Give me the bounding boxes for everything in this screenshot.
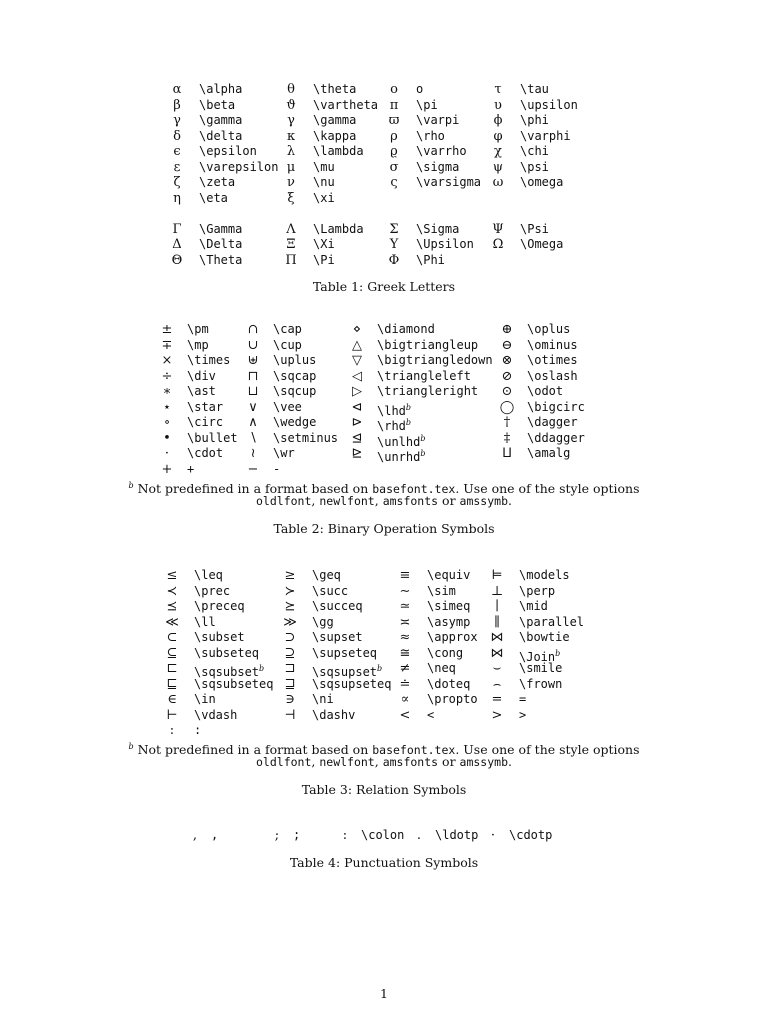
symbol-command: \gamma xyxy=(199,113,243,127)
symbol-glyph: ⊨ xyxy=(491,568,503,583)
symbol-command: \xi xyxy=(313,190,335,205)
symbol-command: \theta xyxy=(313,82,357,96)
symbol-glyph: = xyxy=(491,692,503,707)
symbol-command: \chi xyxy=(520,144,549,158)
symbol-glyph: Ψ xyxy=(492,221,504,237)
symbol-command: - xyxy=(273,461,281,476)
symbol-glyph: ≡ xyxy=(399,568,411,583)
symbol-command: \star xyxy=(187,399,224,414)
symbol-glyph: ⊔ xyxy=(247,384,259,399)
symbol-glyph: ⊆ xyxy=(166,645,178,661)
symbol-command: \zeta xyxy=(199,175,236,189)
symbol-glyph: ∘ xyxy=(163,415,171,430)
symbol-command: \oslash xyxy=(527,368,578,383)
symbol-command: \triangleleft xyxy=(377,368,471,383)
symbol-command: \varphi xyxy=(520,128,571,143)
symbol-command: \parallel xyxy=(519,614,585,629)
symbol-command: \phi xyxy=(520,113,549,127)
symbol-glyph: ⊲ xyxy=(351,399,363,415)
table-caption: Table 2: Binary Operation Symbols xyxy=(273,521,495,536)
symbol-glyph: Θ xyxy=(171,252,183,268)
symbol-glyph: • xyxy=(163,430,171,446)
symbol-glyph: α xyxy=(172,82,182,97)
symbol-glyph: ⊘ xyxy=(501,368,513,384)
symbol-command: \Pi xyxy=(313,252,335,267)
symbol-command: \vee xyxy=(273,399,302,414)
symbol-glyph: ∈ xyxy=(167,692,177,707)
footnote-line-2: oldlfont, newlfont, amsfonts or amssymb. xyxy=(256,754,512,769)
symbol-command: \gg xyxy=(312,614,334,629)
symbol-command: \ldotp xyxy=(435,828,479,842)
symbol-command: \succeq xyxy=(312,599,363,613)
symbol-command: \diamond xyxy=(377,322,435,336)
footnote-line-2: oldlfont, newlfont, amsfonts or amssymb. xyxy=(256,493,512,508)
symbol-command: \supset xyxy=(312,630,363,644)
symbol-command: \uplus xyxy=(273,353,317,367)
symbol-command: \varsigma xyxy=(416,175,482,189)
symbol-glyph: ÷ xyxy=(161,368,173,384)
symbol-command: \eta xyxy=(199,190,228,205)
symbol-glyph: ⪯ xyxy=(166,599,178,614)
symbol-glyph: υ xyxy=(494,97,502,113)
symbol-glyph: ± xyxy=(161,322,173,337)
symbol-glyph: μ xyxy=(286,159,296,175)
symbol-command: \setminus xyxy=(273,430,339,445)
symbol-command: \unlhd$^b$ xyxy=(377,433,426,449)
symbol-command: \models xyxy=(519,568,570,582)
symbol-command: \simeq xyxy=(427,599,471,613)
symbol-glyph: ∥ xyxy=(493,614,500,630)
symbol-glyph: ≻ xyxy=(284,583,296,599)
symbol-glyph: ⊕ xyxy=(501,322,513,337)
symbol-glyph: χ xyxy=(494,144,502,159)
symbol-glyph: ⊇ xyxy=(284,645,296,661)
symbol-glyph: ≅ xyxy=(399,645,411,661)
symbol-command: \varpi xyxy=(416,113,460,127)
symbol-glyph: ∗ xyxy=(162,384,172,399)
symbol-glyph: γ xyxy=(173,113,181,128)
symbol-command: ; xyxy=(293,828,301,842)
symbol-command: > xyxy=(519,707,527,722)
symbol-glyph: ⊓ xyxy=(247,368,259,384)
symbol-command: \prec xyxy=(194,583,231,598)
symbol-command: \alpha xyxy=(199,82,243,96)
symbol-command: \upsilon xyxy=(520,97,578,112)
symbol-command: \mu xyxy=(313,159,335,174)
symbol-command: + xyxy=(187,461,195,476)
symbol-glyph: Ω xyxy=(492,237,504,252)
symbol-command: \mp xyxy=(187,337,209,352)
symbol-glyph: ≪ xyxy=(165,614,179,630)
symbol-glyph: ; xyxy=(274,828,280,843)
symbol-command: \unrhd$^b$ xyxy=(377,449,426,464)
symbol-command: \pm xyxy=(187,322,209,336)
symbol-command: , xyxy=(211,828,219,842)
symbol-glyph: ∝ xyxy=(400,692,410,707)
footnote-line-1: $^b$ Not predefined in a format based on basefont.tex. Use one of the style options xyxy=(128,742,640,758)
symbol-glyph: ⊗ xyxy=(501,353,513,368)
symbol-glyph: λ xyxy=(286,144,296,159)
symbol-command: \Phi xyxy=(416,252,445,267)
symbol-command: \rho xyxy=(416,128,445,143)
symbol-command: \circ xyxy=(187,415,224,429)
symbol-glyph: ≥ xyxy=(284,568,296,583)
symbol-command: \sqsupset$^b$ xyxy=(312,664,383,679)
symbol-glyph: ⊥ xyxy=(490,583,504,599)
symbol-glyph: σ xyxy=(389,159,399,175)
symbol-glyph: ⌢ xyxy=(492,676,502,692)
symbol-command: \Psi xyxy=(520,221,549,236)
symbol-glyph: ρ xyxy=(390,128,398,144)
symbol-glyph: ϑ xyxy=(286,97,296,113)
symbol-glyph: π xyxy=(389,97,399,113)
symbol-command: \wedge xyxy=(273,415,317,429)
symbol-glyph: ⊃ xyxy=(284,630,296,645)
footnote-line-1: $^b$ Not predefined in a format based on basefont.tex. Use one of the style options xyxy=(128,481,640,497)
page-number: 1 xyxy=(380,986,388,1001)
symbol-glyph: > xyxy=(491,707,503,723)
symbol-command: \dashv xyxy=(312,707,356,722)
symbol-command: \in xyxy=(194,692,216,706)
symbol-command: o xyxy=(416,82,424,96)
symbol-command: \Omega xyxy=(520,237,564,251)
symbol-glyph: ‡ xyxy=(503,430,511,446)
symbol-glyph: ⋄ xyxy=(352,322,362,337)
symbol-command: \sim xyxy=(427,583,456,598)
symbol-command: \lhd$^b$ xyxy=(377,402,412,418)
symbol-glyph: ∪ xyxy=(247,337,259,353)
symbol-glyph: ⊑ xyxy=(166,676,178,692)
symbol-glyph: , xyxy=(192,828,198,843)
symbol-glyph: ξ xyxy=(287,190,295,206)
symbol-glyph: ⊵ xyxy=(351,446,363,461)
symbol-glyph: Γ xyxy=(172,221,182,237)
symbol-command: \cap xyxy=(273,322,302,336)
symbol-command: \omega xyxy=(520,175,564,189)
symbol-command: \Theta xyxy=(199,252,243,267)
symbol-command: \delta xyxy=(199,128,243,143)
symbol-command: \ll xyxy=(194,614,216,629)
symbol-glyph: : xyxy=(169,723,175,738)
symbol-glyph: ⪰ xyxy=(284,599,296,614)
symbol-glyph: Λ xyxy=(286,221,296,237)
symbol-glyph: : xyxy=(342,828,348,843)
symbol-command: : xyxy=(194,723,202,737)
symbol-command: \doteq xyxy=(427,676,471,691)
symbol-command: \leq xyxy=(194,568,223,582)
symbol-glyph: ⌣ xyxy=(492,661,502,676)
symbol-glyph: β xyxy=(173,97,181,113)
symbol-command: \triangleright xyxy=(377,384,479,398)
symbol-glyph: ω xyxy=(492,175,504,190)
symbol-command: \lambda xyxy=(313,144,364,158)
symbol-command: \preceq xyxy=(194,599,245,613)
symbol-command: \beta xyxy=(199,97,236,112)
symbol-glyph: ⊎ xyxy=(247,353,259,368)
symbol-glyph: θ xyxy=(287,82,295,97)
symbol-command: \cdot xyxy=(187,446,224,460)
symbol-command: \pi xyxy=(416,97,438,112)
symbol-glyph: ≠ xyxy=(399,661,411,676)
symbol-command: \equiv xyxy=(427,568,471,582)
symbol-glyph: ▷ xyxy=(352,384,362,399)
symbol-command: \smile xyxy=(519,661,563,675)
symbol-glyph: Δ xyxy=(172,237,182,252)
symbol-glyph: Υ xyxy=(389,237,399,252)
symbol-command: \colon xyxy=(361,828,405,842)
symbol-glyph: Σ xyxy=(389,221,399,237)
table-caption: Table 4: Punctuation Symbols xyxy=(289,855,479,870)
symbol-glyph: ≀ xyxy=(250,446,256,461)
symbol-command: \bigtriangledown xyxy=(377,353,493,367)
symbol-command: \ominus xyxy=(527,337,578,352)
symbol-command: \oplus xyxy=(527,322,571,336)
symbol-glyph: γ xyxy=(287,113,295,128)
symbol-glyph: ≤ xyxy=(166,568,178,583)
symbol-command: \sqsubseteq xyxy=(194,676,274,691)
symbol-glyph: ς xyxy=(390,175,398,190)
symbol-command: \mid xyxy=(519,599,548,613)
symbol-glyph: Π xyxy=(285,252,297,268)
symbol-glyph: Ξ xyxy=(286,237,296,252)
symbol-glyph: ≫ xyxy=(283,614,297,630)
symbol-glyph: . xyxy=(416,828,422,843)
symbol-glyph: ϕ xyxy=(493,113,503,128)
symbol-command: \frown xyxy=(519,676,563,691)
symbol-glyph: ∋ xyxy=(285,692,295,707)
symbol-command: \cong xyxy=(427,645,464,660)
symbol-glyph: ⊂ xyxy=(166,630,178,645)
symbol-command: = xyxy=(519,692,527,706)
symbol-command: \supseteq xyxy=(312,645,378,660)
symbol-glyph: ⊢ xyxy=(166,707,178,723)
symbol-command: \gamma xyxy=(313,113,357,127)
symbol-glyph: ∩ xyxy=(247,322,259,337)
symbol-glyph: < xyxy=(399,707,411,723)
table-caption: Table 1: Greek Letters xyxy=(312,279,456,294)
symbol-glyph: ∖ xyxy=(248,430,258,446)
symbol-glyph: ⨿ xyxy=(502,446,512,461)
symbol-glyph: ⊴ xyxy=(351,430,363,446)
symbol-command: \sqsupseteq xyxy=(312,676,392,691)
symbol-glyph: × xyxy=(161,353,173,368)
symbol-glyph: ∧ xyxy=(248,415,258,430)
symbol-command: \neq xyxy=(427,661,456,675)
symbol-glyph: ⊖ xyxy=(501,337,513,353)
symbol-glyph: ⊐ xyxy=(284,661,296,676)
symbol-glyph: ν xyxy=(287,175,295,190)
symbol-glyph: ψ xyxy=(492,159,504,175)
symbol-glyph: δ xyxy=(173,128,181,144)
symbol-command: \sqsubset$^b$ xyxy=(194,664,265,679)
symbol-command: \sqcup xyxy=(273,384,317,398)
symbol-glyph: ≐ xyxy=(399,676,411,692)
symbol-glyph: ◯ xyxy=(499,399,515,415)
symbol-command: \epsilon xyxy=(199,144,257,158)
symbol-command: \Upsilon xyxy=(416,237,474,251)
symbol-command: \bigcirc xyxy=(527,399,585,414)
symbol-command: \times xyxy=(187,353,231,367)
symbol-command: \vartheta xyxy=(313,97,379,112)
symbol-command: \Lambda xyxy=(313,221,364,236)
symbol-command: \geq xyxy=(312,568,341,582)
symbol-glyph: † xyxy=(503,415,511,430)
symbol-command: \succ xyxy=(312,583,349,598)
symbol-command: \ddagger xyxy=(527,430,585,445)
symbol-command: \psi xyxy=(520,159,549,174)
symbol-glyph: ▽ xyxy=(352,353,362,368)
symbol-command: \amalg xyxy=(527,446,571,460)
symbol-glyph: ϵ xyxy=(173,144,181,159)
symbol-glyph: ≈ xyxy=(399,630,411,645)
symbol-glyph: ⊏ xyxy=(166,661,178,676)
symbol-glyph: ⊣ xyxy=(284,707,296,723)
symbol-command: \wr xyxy=(273,446,295,460)
symbol-glyph: ∼ xyxy=(399,583,411,599)
symbol-command: \ni xyxy=(312,692,334,706)
symbol-command: \cup xyxy=(273,337,302,352)
symbol-command: \Xi xyxy=(313,237,335,251)
symbol-command: \varrho xyxy=(416,144,467,158)
symbol-command: \Sigma xyxy=(416,221,460,236)
symbol-glyph: ⋆ xyxy=(162,399,172,415)
symbol-command: \tau xyxy=(520,82,549,96)
symbol-glyph: o xyxy=(390,82,398,97)
symbol-glyph: ≃ xyxy=(399,599,411,614)
symbol-command: \vdash xyxy=(194,707,238,722)
symbol-glyph: ∓ xyxy=(161,337,173,353)
symbol-command: \propto xyxy=(427,692,478,706)
symbol-command: \nu xyxy=(313,175,335,189)
symbol-command: \otimes xyxy=(527,353,578,367)
symbol-command: \cdotp xyxy=(509,828,553,842)
symbol-command: \sigma xyxy=(416,159,460,174)
symbol-glyph: ϱ xyxy=(390,144,398,159)
symbol-command: \asymp xyxy=(427,614,471,629)
symbol-command: \varepsilon xyxy=(199,159,279,174)
symbol-glyph: ⊳ xyxy=(351,415,363,430)
symbol-command: \Join$^b$ xyxy=(519,648,561,664)
symbol-glyph: − xyxy=(247,461,259,477)
symbol-command: \kappa xyxy=(313,128,357,143)
symbol-glyph: ζ xyxy=(173,175,181,190)
symbol-glyph: ≍ xyxy=(399,614,411,630)
symbol-glyph: · xyxy=(164,446,170,461)
symbol-glyph: ϖ xyxy=(388,113,400,128)
symbol-glyph: κ xyxy=(286,128,296,144)
symbol-command: \bigtriangleup xyxy=(377,337,479,352)
symbol-glyph: Φ xyxy=(388,252,400,268)
symbol-glyph: ⊒ xyxy=(284,676,296,692)
symbol-command: \perp xyxy=(519,583,556,598)
symbol-command: \dagger xyxy=(527,415,578,429)
symbol-glyph: τ xyxy=(494,82,502,97)
symbol-command: \subseteq xyxy=(194,645,260,660)
symbol-glyph: η xyxy=(173,190,181,206)
symbol-glyph: ⋈ xyxy=(490,630,504,645)
symbol-glyph: φ xyxy=(493,128,503,144)
symbol-command: \odot xyxy=(527,384,564,398)
symbol-glyph: ⊙ xyxy=(501,384,513,399)
symbol-glyph: ε xyxy=(173,159,181,175)
symbol-glyph: ⋈ xyxy=(490,645,504,661)
symbol-command: \Gamma xyxy=(199,221,243,236)
symbol-command: \ast xyxy=(187,384,216,398)
symbol-command: \Delta xyxy=(199,237,243,251)
symbol-glyph: + xyxy=(161,461,173,477)
symbol-glyph: · xyxy=(490,828,496,843)
symbol-glyph: △ xyxy=(352,337,362,353)
table-caption: Table 3: Relation Symbols xyxy=(301,782,467,797)
symbol-glyph: ◁ xyxy=(352,368,362,384)
symbol-command: \rhd$^b$ xyxy=(377,418,412,433)
symbol-command: \bullet xyxy=(187,430,238,445)
symbol-command: \sqcap xyxy=(273,368,317,383)
symbol-glyph: ∨ xyxy=(248,399,258,415)
symbol-command: \bowtie xyxy=(519,630,570,644)
symbol-glyph: ≺ xyxy=(166,583,178,599)
symbol-command: \div xyxy=(187,368,216,383)
symbol-command: < xyxy=(427,707,435,722)
symbol-command: \subset xyxy=(194,630,245,644)
symbol-command: \approx xyxy=(427,630,478,644)
symbol-glyph: ∣ xyxy=(495,599,499,614)
